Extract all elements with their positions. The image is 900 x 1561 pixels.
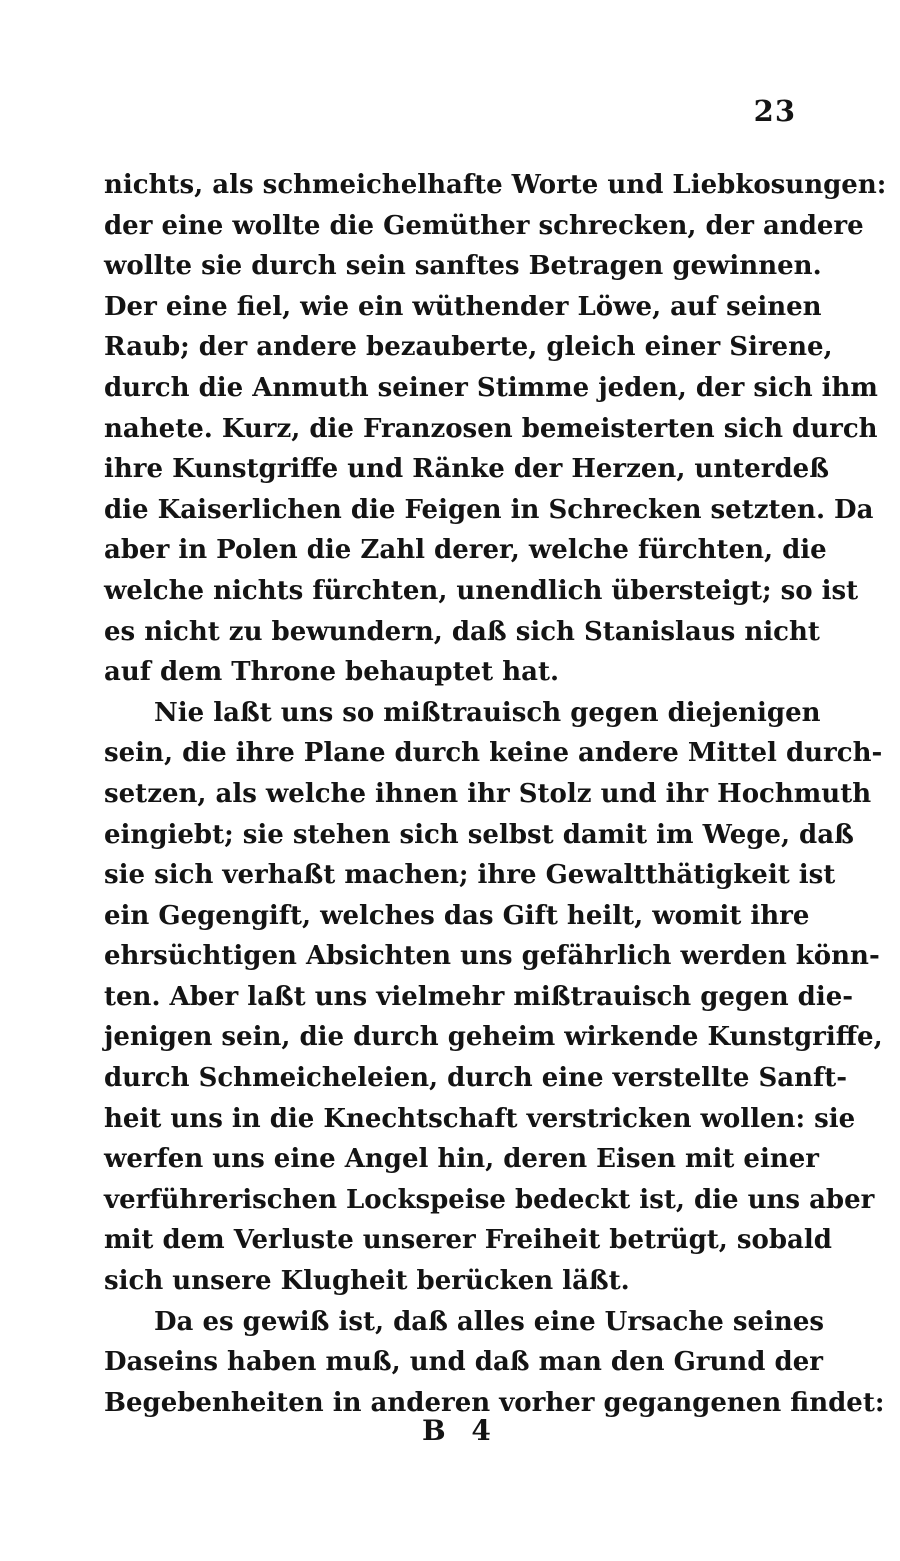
text-line: eingiebt; sie stehen sich selbst damit im Wege, daß [104, 819, 854, 850]
text-line: durch Schmeicheleien, durch eine verstellte Sanft- [104, 1063, 848, 1094]
text-line: Daseins haben muß, und daß man den Grund der [104, 1347, 823, 1378]
text-line: mit dem Verluste unserer Freiheit betrügt, sobald [104, 1225, 832, 1256]
text-line: nahete. Kurz, die Franzosen bemeisterten sich durch [104, 413, 878, 444]
body-text [104, 165, 887, 1423]
text-line: auf dem Throne behauptet hat. [104, 657, 560, 688]
text-line: Der eine fiel, wie ein wüthender Löwe, auf seinen [104, 291, 822, 322]
text-line: aber in Polen die Zahl derer, welche fürchten, die [104, 535, 827, 566]
paragraph-3 [104, 1302, 885, 1424]
text-line: jenigen sein, die durch geheim wirkende Kunstgriffe, [104, 1022, 883, 1053]
text-line: Begebenheiten in anderen vorher gegangenen findet: [104, 1387, 885, 1418]
text-line: setzen, als welche ihnen ihr Stolz und ihr Hochmuth [104, 778, 872, 809]
text-line: ehrsüchtigen Absichten uns gefährlich werden könn- [104, 941, 880, 972]
text-line: werfen uns eine Angel hin, deren Eisen mit einer [104, 1144, 819, 1175]
text-line: ten. Aber laßt uns vielmehr mißtrauisch gegen die- [104, 981, 854, 1012]
text-line: wollte sie durch sein sanftes Betragen gewinnen. [104, 251, 822, 282]
text-line: ihre Kunstgriffe und Ränke der Herzen, unterdeß [104, 454, 829, 485]
text-line: der eine wollte die Gemüther schrecken, der andere [104, 210, 864, 241]
page-number: 23 [753, 94, 796, 128]
paragraph-2 [104, 693, 883, 1302]
text-line: es nicht zu bewundern, daß sich Stanislaus nicht [104, 616, 820, 647]
text-line: heit uns in die Knechtschaft verstricken wollen: sie [104, 1103, 856, 1134]
text-line: nichts, als schmeichelhafte Worte und Liebkosungen: [104, 170, 887, 200]
text-line: Nie laßt uns so mißtrauisch gegen diejenigen [154, 697, 821, 728]
text-line: sich unsere Klugheit berücken läßt. [104, 1266, 630, 1297]
text-line: die Kaiserlichen die Feigen in Schrecken setzten. Da [104, 494, 874, 525]
paragraph-1 [104, 165, 887, 693]
text-line: durch die Anmuth seiner Stimme jeden, der sich ihm [104, 372, 878, 403]
text-line: Raub; der andere bezauberte, gleich einer Sirene, [104, 332, 833, 363]
text-line: sein, die ihre Plane durch keine andere Mittel durch- [104, 738, 883, 769]
text-line: sie sich verhaßt machen; ihre Gewaltthätigkeit ist [104, 860, 836, 891]
signature-mark: B 4 [422, 1414, 499, 1447]
text-line: welche nichts fürchten, unendlich übersteigt; so ist [104, 575, 859, 606]
text-line: verführerischen Lockspeise bedeckt ist, die uns aber [104, 1184, 875, 1215]
text-line: Da es gewiß ist, daß alles eine Ursache seines [154, 1306, 824, 1337]
text-line: ein Gegengift, welches das Gift heilt, womit ihre [104, 900, 810, 931]
